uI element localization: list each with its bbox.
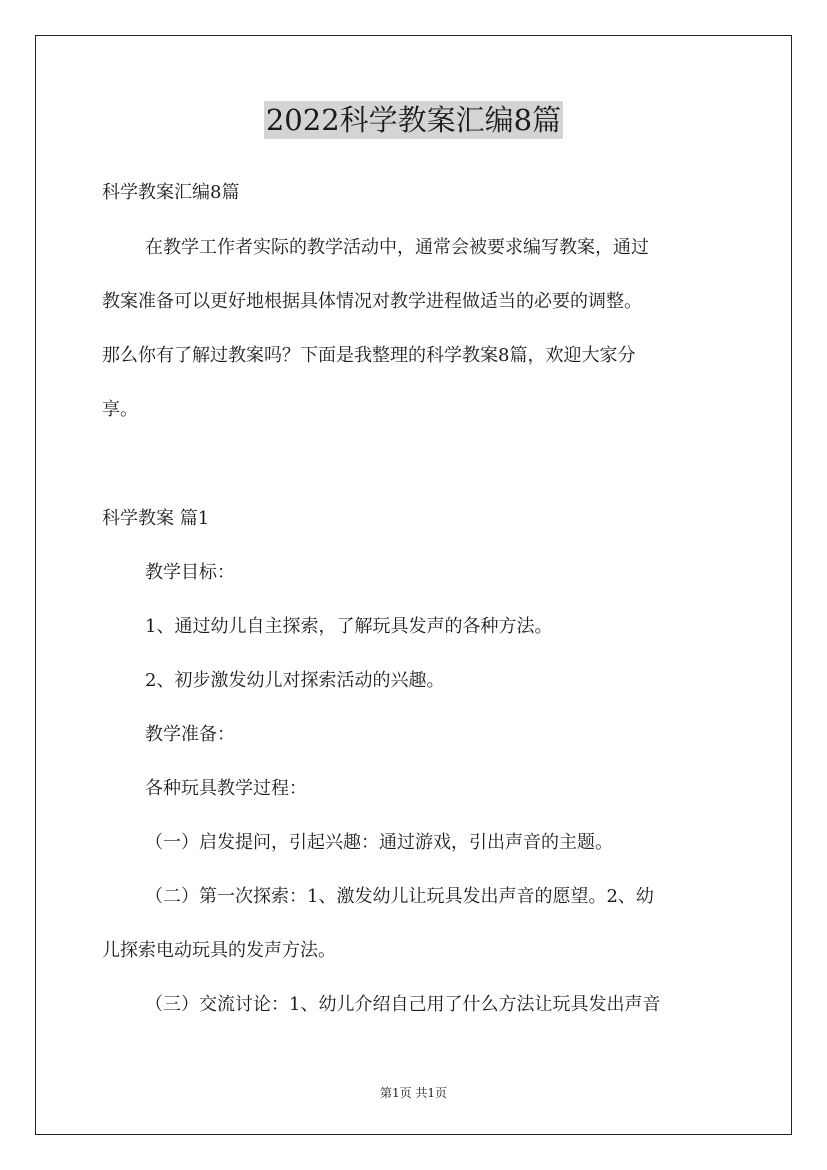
document-title (0, 100, 827, 140)
prep-heading: 教学准备： (145, 724, 235, 745)
document-title-text: 2022科学教案汇编8篇 (265, 103, 562, 137)
intro-line-2: 教案准备可以更好地根据具体情况对教学进程做适当的必要的调整。 (102, 291, 642, 312)
intro-line-1: 在教学工作者实际的教学活动中，通常会被要求编写教案，通过 (145, 237, 649, 258)
step-1: （一）启发提问，引起兴趣：通过游戏，引出声音的主题。 (145, 832, 613, 853)
goal-heading: 教学目标： (145, 562, 235, 583)
step-3-line-1: （三）交流讨论：1、幼儿介绍自己用了什么方法让玩具发出声音 (145, 994, 661, 1015)
goal-item-1: 1、通过幼儿自主探索，了解玩具发声的各种方法。 (145, 616, 553, 637)
step-2-line-2: 儿探索电动玩具的发声方法。 (102, 940, 336, 961)
subtitle: 科学教案汇编8篇 (102, 182, 240, 203)
page-footer: 第1页 共1页 (379, 1086, 448, 1100)
intro-line-3: 那么你有了解过教案吗？下面是我整理的科学教案8篇，欢迎大家分 (102, 345, 636, 366)
intro-line-4: 享。 (102, 399, 138, 420)
section-heading: 科学教案 篇1 (102, 508, 210, 529)
step-2-line-1: （二）第一次探索：1、激发幼儿让玩具发出声音的愿望。2、幼 (145, 886, 654, 907)
prep-text: 各种玩具教学过程： (145, 778, 307, 799)
goal-item-2: 2、初步激发幼儿对探索活动的兴趣。 (145, 670, 445, 691)
